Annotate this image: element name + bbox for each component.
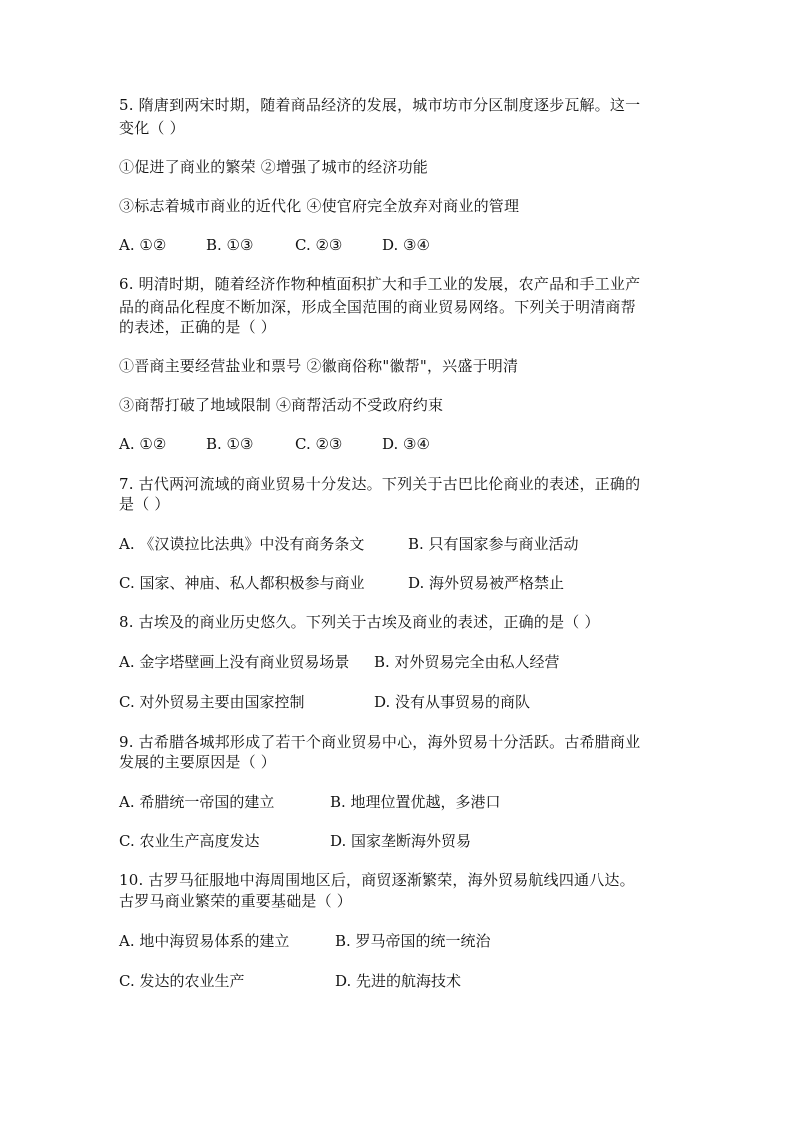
- question-5-statement-1: ①促进了商业的繁荣 ②增强了城市的经济功能: [119, 158, 428, 176]
- question-7-option-b[interactable]: B. 只有国家参与商业活动: [408, 535, 579, 553]
- question-10-stem-line-1: 10. 古罗马征服地中海周围地区后，商贸逐渐繁荣，海外贸易航线四通八达。: [119, 871, 635, 889]
- question-6-option-d[interactable]: D. ③④: [382, 435, 430, 453]
- question-10-option-b[interactable]: B. 罗马帝国的统一统治: [335, 932, 491, 950]
- question-8-option-d[interactable]: D. 没有从事贸易的商队: [374, 693, 531, 711]
- question-7-stem-line-1: 7. 古代两河流域的商业贸易十分发达。下列关于古巴比伦商业的表述，正确的: [119, 475, 641, 493]
- question-10-option-a[interactable]: A. 地中海贸易体系的建立: [119, 932, 290, 950]
- question-9-option-c[interactable]: C. 农业生产高度发达: [119, 832, 260, 850]
- question-5-stem-line-2: 变化（ ）: [119, 119, 185, 137]
- question-6-statement-1: ①晋商主要经营盐业和票号 ②徽商俗称"徽帮"，兴盛于明清: [119, 357, 519, 375]
- question-10-stem-line-2: 古罗马商业繁荣的重要基础是（ ）: [119, 892, 352, 910]
- question-5-option-a[interactable]: A. ①②: [119, 236, 167, 254]
- question-7-option-c[interactable]: C. 国家、神庙、私人都积极参与商业: [119, 574, 365, 592]
- question-7-option-a[interactable]: A. 《汉谟拉比法典》中没有商务条文: [119, 535, 365, 553]
- question-6-option-b[interactable]: B. ①③: [206, 435, 254, 453]
- question-7-option-d[interactable]: D. 海外贸易被严格禁止: [408, 574, 565, 592]
- question-5-option-b[interactable]: B. ①③: [206, 236, 254, 254]
- question-6-option-c[interactable]: C. ②③: [295, 435, 343, 453]
- question-8-option-a[interactable]: A. 金字塔壁画上没有商业贸易场景: [119, 653, 350, 671]
- question-9-stem-line-2: 发展的主要原因是（ ）: [119, 753, 276, 771]
- question-9-option-b[interactable]: B. 地理位置优越，多港口: [330, 793, 501, 811]
- question-8-option-c[interactable]: C. 对外贸易主要由国家控制: [119, 693, 305, 711]
- question-6-statement-2: ③商帮打破了地域限制 ④商帮活动不受政府约束: [119, 396, 444, 414]
- question-6-option-a[interactable]: A. ①②: [119, 435, 167, 453]
- question-7-stem-line-2: 是（ ）: [119, 495, 170, 513]
- question-6-stem-line-2: 品的商品化程度不断加深，形成全国范围的商业贸易网络。下列关于明清商帮: [119, 298, 636, 316]
- question-6-stem-line-1: 6. 明清时期，随着经济作物种植面积扩大和手工业的发展，农产品和手工业产: [119, 275, 641, 293]
- question-9-option-a[interactable]: A. 希腊统一帝国的建立: [119, 793, 275, 811]
- question-5-statement-2: ③标志着城市商业的近代化 ④使官府完全放弃对商业的管理: [119, 197, 520, 215]
- question-10-option-d[interactable]: D. 先进的航海技术: [335, 972, 462, 990]
- question-10-option-c[interactable]: C. 发达的农业生产: [119, 972, 245, 990]
- question-9-stem-line-1: 9. 古希腊各城邦形成了若干个商业贸易中心，海外贸易十分活跃。古希腊商业: [119, 733, 641, 751]
- question-5-stem-line-1: 5. 隋唐到两宋时期，随着商品经济的发展，城市坊市分区制度逐步瓦解。这一: [119, 96, 641, 114]
- question-5-option-c[interactable]: C. ②③: [295, 236, 343, 254]
- question-9-option-d[interactable]: D. 国家垄断海外贸易: [330, 832, 472, 850]
- question-6-stem-line-3: 的表述，正确的是（ ）: [119, 318, 276, 336]
- question-5-option-d[interactable]: D. ③④: [382, 236, 430, 254]
- question-8-stem-line-1: 8. 古埃及的商业历史悠久。下列关于古埃及商业的表述，正确的是（ ）: [119, 613, 600, 631]
- question-8-option-b[interactable]: B. 对外贸易完全由私人经营: [374, 653, 560, 671]
